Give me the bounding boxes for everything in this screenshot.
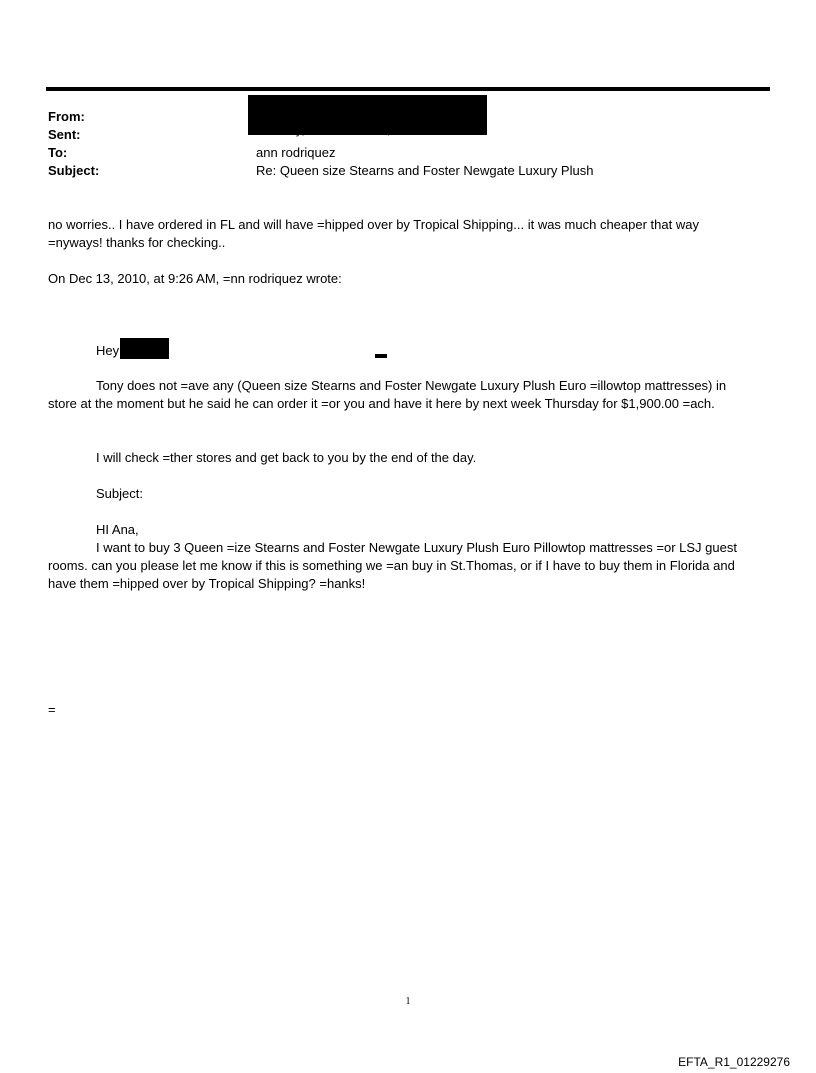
page-number: 1 [405, 996, 411, 1007]
quoted-subject-label: Subject: [96, 486, 143, 501]
greeting: Hey [96, 343, 120, 358]
redaction-name [120, 338, 169, 359]
check-line: I will check =ther stores and get back to you by the end of the day. [96, 450, 477, 465]
redaction-mark [375, 354, 387, 358]
reply-line-1: no worries.. I have ordered in FL and will have =hipped over by Tropical Shipping... it was much cheaper that way [48, 217, 699, 232]
want-line-3: have them =hipped over by Tropical Shipping? =hanks! [48, 576, 366, 591]
to-value: ann rodriquez [256, 145, 336, 160]
hi-line: HI Ana, [96, 522, 139, 537]
reply-line-2: =nyways! thanks for checking.. [48, 235, 226, 250]
from-label: From: [48, 109, 85, 124]
tony-line-2: store at the moment but he said he can order it =or you and have it here by next week Thursday for $1,900.00 =ach. [48, 396, 715, 411]
redaction-from [248, 95, 487, 135]
want-line-2: rooms. can you please let me know if this is something we =an buy in St.Thomas, or if I have to buy them in Florida and [48, 558, 735, 573]
equals-sign: = [48, 702, 56, 717]
bates-number: EFTA_R1_01229276 [678, 1055, 790, 1069]
want-line-1: I want to buy 3 Queen =ize Stearns and Foster Newgate Luxury Plush Euro Pillowtop mattresses =or LSJ guest [96, 540, 737, 555]
header-rule [46, 87, 770, 91]
subject-label: Subject: [48, 163, 100, 178]
to-label: To: [48, 145, 68, 160]
quote-intro: On Dec 13, 2010, at 9:26 AM, =nn rodriquez wrote: [48, 271, 342, 286]
sent-label: Sent: [48, 127, 81, 142]
subject-value: Re: Queen size Stearns and Foster Newgate Luxury Plush [256, 163, 594, 178]
tony-line-1: Tony does not =ave any (Queen size Stearns and Foster Newgate Luxury Plush Euro =illowtop mattresses) in [96, 378, 727, 393]
